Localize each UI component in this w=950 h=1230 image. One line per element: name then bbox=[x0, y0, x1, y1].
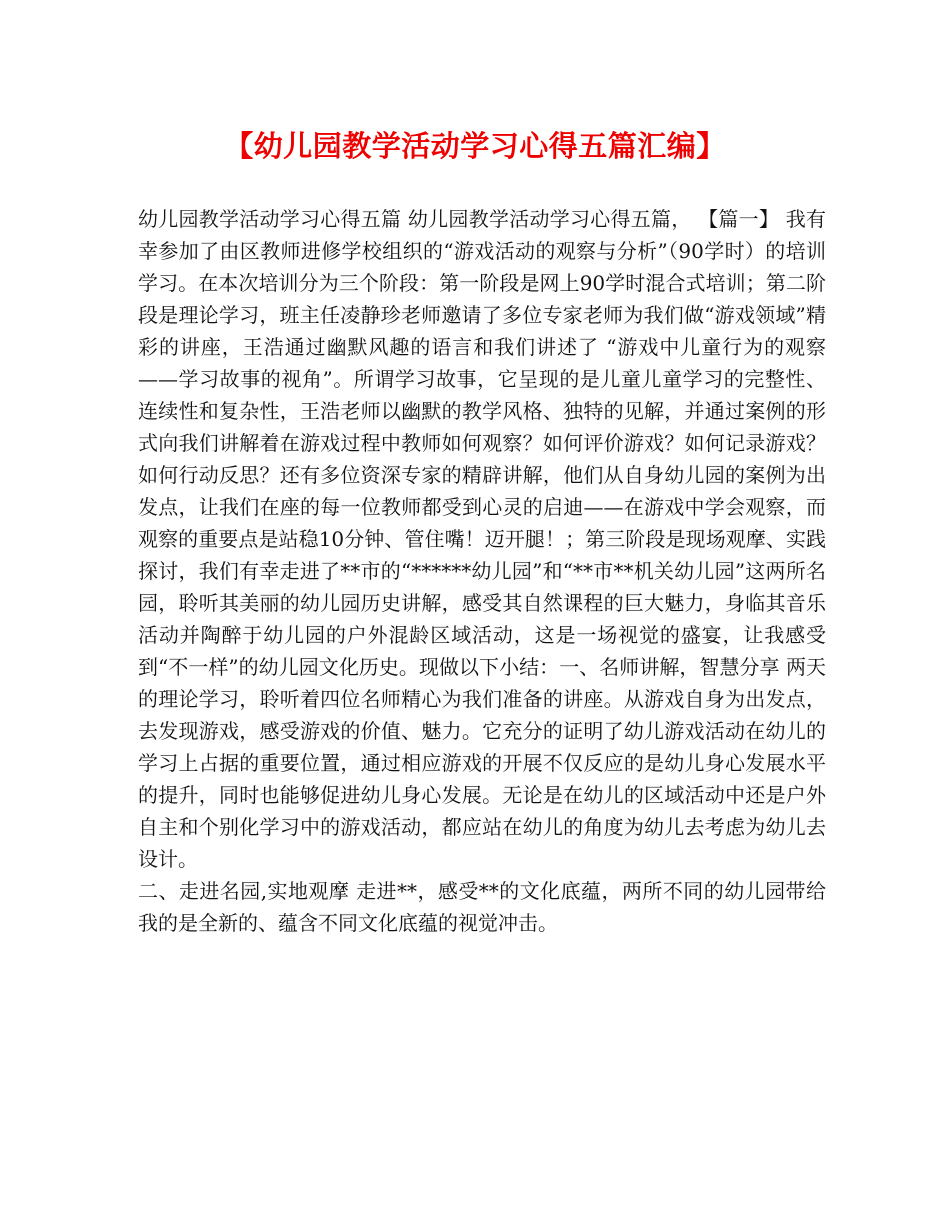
document-title: 【幼儿园教学活动学习心得五篇汇编】 bbox=[224, 129, 726, 163]
body-paragraph-1: 幼儿园教学活动学习心得五篇 幼儿园教学活动学习心得五篇， 【篇一】 我有幸参加了由区教师进修学校组织的“游戏活动的观察与分析”（90学时）的培训学习。在本次培训分为三个阶段：第一阶段是网上90学时混合式培训；第二阶段是理论学习，班主任凌静珍老师邀请了多位专家老师为我们做“游戏领域”精彩的讲座，王浩通过幽默风趣的语言和我们讲述了 “游戏中儿童行为的观察——学习故事的视角”。所谓学习故事，它呈现的是儿童儿童学习的完整性、连续性和复杂性，王浩老师以幽默的教学风格、独特的见解，并通过案例的形式向我们讲解着在游戏过程中教师如何观察？如何评价游戏？如何记录游戏？如何行动反思？还有多位资深专家的精辟讲解，他们从自身幼儿园的案例为出发点，让我们在座的每一位教师都受到心灵的启迪——在游戏中学会观察，而观察的重要点是站稳10分钟、管住嘴！迈开腿！；第三阶段是现场观摩、实践探讨，我们有幸走进了**市的“******幼儿园”和“**市**机关幼儿园”这两所名园，聆听其美丽的幼儿园历史讲解，感受其自然课程的巨大魅力，身临其音乐活动并陶醉于幼儿园的户外混龄区域活动，这是一场视觉的盛宴，让我感受到“不一样”的幼儿园文化历史。现做以下小结：一、名师讲解，智慧分享 两天的理论学习，聆听着四位名师精心为我们准备的讲座。从游戏自身为出发点，去发现游戏，感受游戏的价值、魅力。它充分的证明了幼儿游戏活动在幼儿的学习上占据的重要位置，通过相应游戏的开展不仅反应的是幼儿身心发展水平的提升，同时也能够促进幼儿身心发展。无论是在幼儿的区域活动中还是户外自主和个别化学习中的游戏活动，都应站在幼儿的角度为幼儿去考虑为幼儿去设计。 bbox=[138, 207, 826, 871]
document-body bbox=[138, 203, 826, 939]
body-paragraph-2: 二、走进名园,实地观摩 走进**，感受**的文化底蕴，两所不同的幼儿园带给我的是全新的、蕴含不同文化底蕴的视觉冲击。 bbox=[138, 879, 826, 935]
